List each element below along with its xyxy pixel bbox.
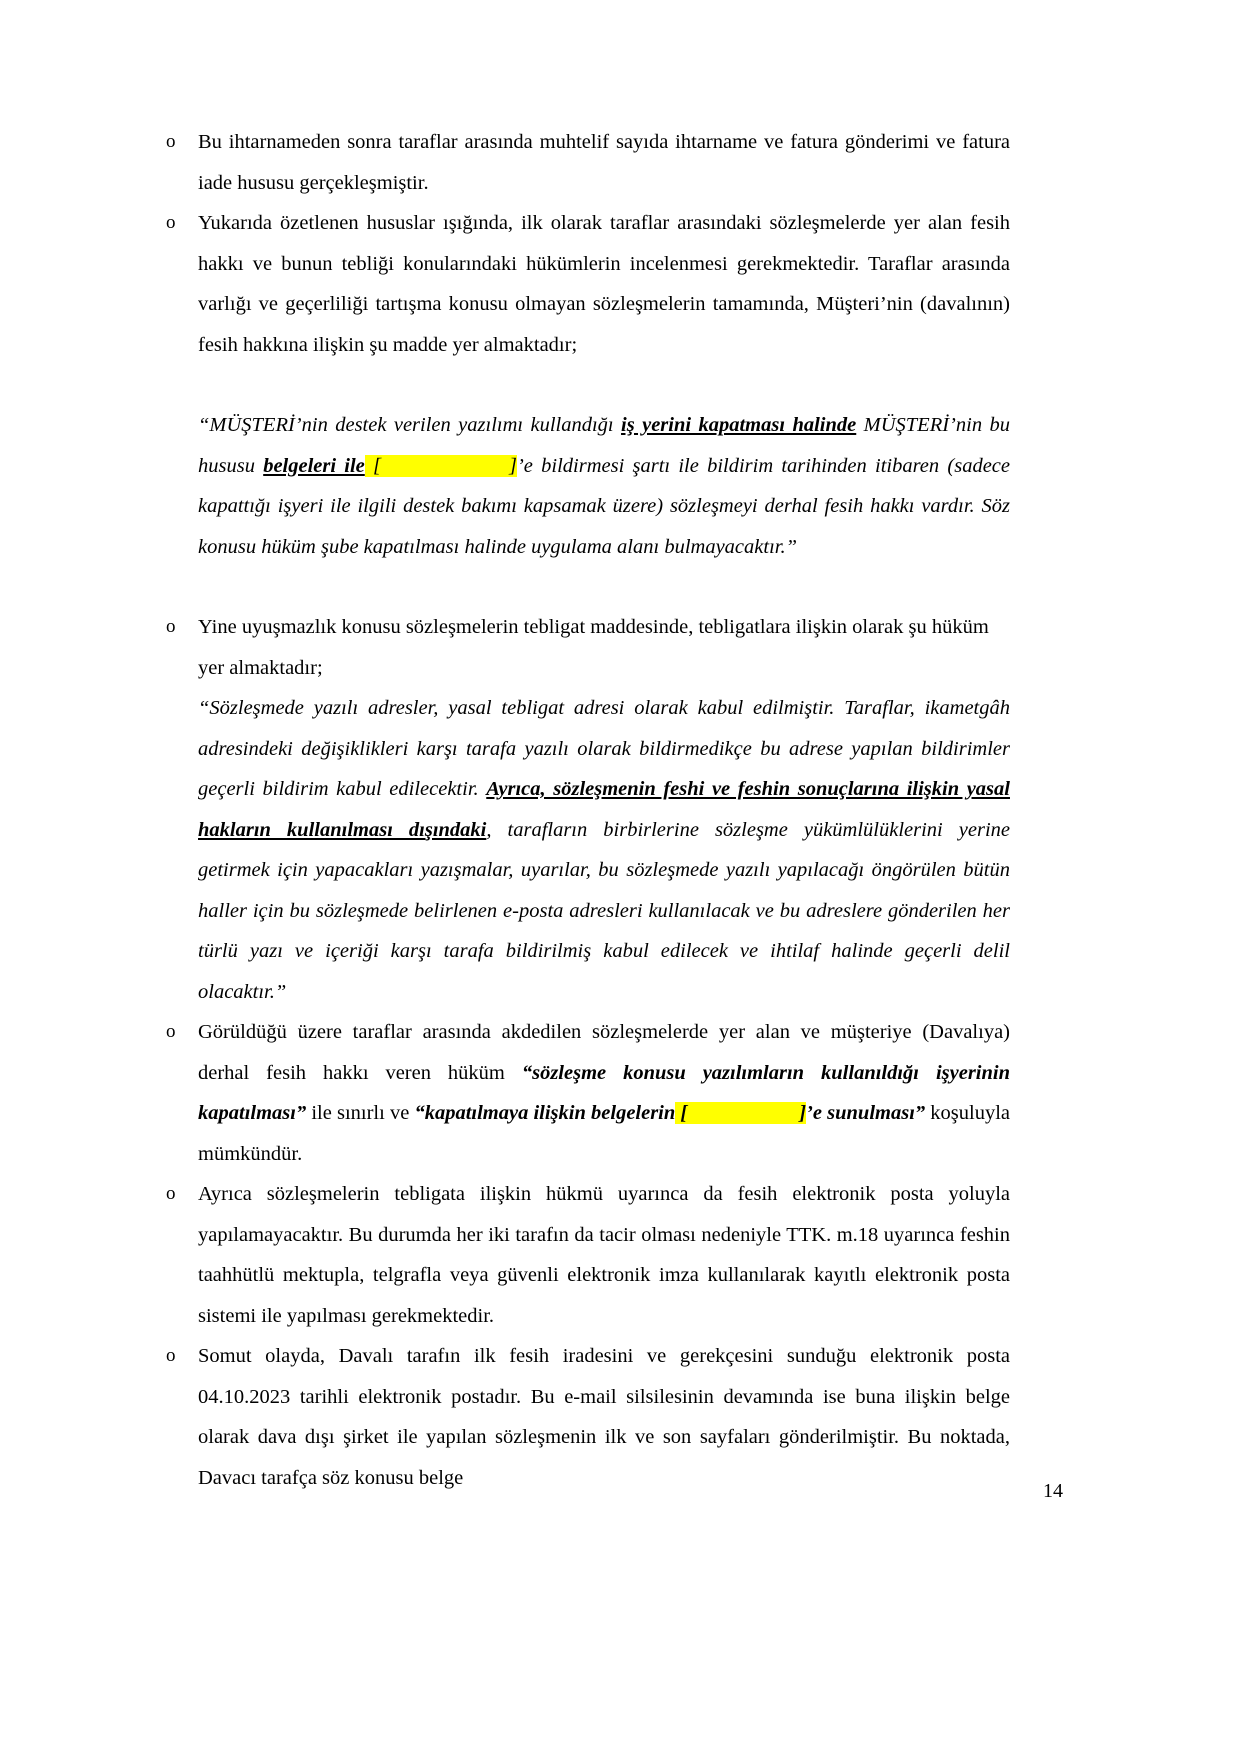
b4-segment-3: ile sınırlı ve xyxy=(306,1102,415,1124)
b3-line-2: olarak şu hüküm yer almaktadır; xyxy=(198,616,989,679)
list-item xyxy=(152,122,1010,203)
quoted-contract-clause-2 xyxy=(198,688,1010,1012)
paragraph-text: Yukarıda özetlenen hususlar ışığında, ilk olarak taraflar arasındaki sözleşmelerde yer alan fesih hakkı ve bunun tebliği konularındaki hükümlerin incelenmesi gerekmektedir. Taraflar arasında varlığı ve geçerliliği tartışma konusu olmayan sözleşmelerin tamamında, Müşteri’nin (davalının) fesih hakkına ilişkin şu madde yer almaktadır; xyxy=(198,212,1010,356)
list-item xyxy=(152,203,1010,365)
quote1-segment-8: ’e bildirmesi şartı ile bildirim tarihinden itibaren (sadece kapattığı işyeri ile ilgili destek bakımı kapsamak üzere) sözleşmeyi derhal fesih hakkı vardır. Söz konusu hüküm şube kapatılması halinde uygulama alanı bulmayacaktır.” xyxy=(198,454,1010,558)
list-item xyxy=(152,1174,1010,1336)
quote2-segment-3: , tarafların birbirlerine sözleşme yükümlülüklerini yerine getirmek için yapacakları yazışmalar, uyarılar, bu sözleşmede yazılı yapılacağı öngörülen bütün haller için bu sözleşmede belirlenen e-posta adresleri kullanılacak ve bu adreslere gönderilen her türlü yazı ve içeriği karşı tarafa bildirilmiş kabul edilecek ve ihtilaf halinde geçerli delil olacaktır.” xyxy=(198,818,1010,1003)
bracket-close: ] xyxy=(799,1102,807,1124)
redaction-highlight-1 xyxy=(365,455,517,477)
quote1-segment-1: “MÜŞTERİ’nin destek verilen yazılımı kullandığı xyxy=(198,414,622,436)
redaction-highlight-2 xyxy=(675,1102,806,1124)
bullet-marker: o xyxy=(166,1183,176,1204)
bullet-list-2 xyxy=(152,607,1010,1498)
paragraph-text xyxy=(198,1012,1010,1174)
bullet-list xyxy=(152,122,1010,365)
quote2-emphasis-1: Ayrıca, sözleşmenin feshi ve feshin sonuçlarına ilişkin yasal hakların kullanılması dışındaki xyxy=(198,778,1010,841)
bracket-open: [ xyxy=(364,454,381,477)
quoted-contract-clause-1 xyxy=(152,405,1010,567)
quote1-emphasis-2: belgeleri ile xyxy=(263,454,365,477)
bracket-close: ] xyxy=(509,454,517,477)
b4-emphasis-2: “kapatılmaya ilişkin belgelerin xyxy=(414,1102,676,1124)
page-number: 14 xyxy=(1043,1480,1063,1502)
quote1-segment-3: MÜŞTERİ’nin bu hususu xyxy=(198,414,1010,477)
b3-line-1: Yine uyuşmazlık konusu sözleşmelerin tebligat maddesinde, tebligatlara ilişkin xyxy=(198,616,848,638)
b4-emphasis-1: “sözleşme konusu yazılımların kullanıldığı işyerinin kapatılması” xyxy=(198,1061,1010,1124)
paragraph-text: Bu ihtarnameden sonra taraflar arasında muhtelif sayıda ihtarname ve fatura gönderimi ve fatura iade hususu gerçekleşmiştir. xyxy=(198,131,1010,194)
paragraph-text: Ayrıca sözleşmelerin tebligata ilişkin hükmü uyarınca da fesih elektronik posta yoluyla yapılamayacaktır. Bu durumda her iki tarafın da tacir olması nedeniyle TTK. m.18 uyarınca feshin taahhütlü mektupla, telgrafla veya güvenli elektronik imza kullanılarak kayıtlı elektronik posta sistemi ile yapılması gerekmektedir. xyxy=(198,1183,1010,1327)
bullet-marker: o xyxy=(166,1345,176,1366)
list-item xyxy=(152,1012,1010,1174)
b4-emphasis-3: ’e sunulması” xyxy=(806,1102,926,1124)
list-item xyxy=(152,607,1010,1012)
quote1-emphasis-1: iş yerini kapatması halinde xyxy=(621,414,857,436)
page-content xyxy=(152,122,1010,1498)
bullet-marker: o xyxy=(166,131,176,152)
quote2-segment-1: “Sözleşmede yazılı adresler, yasal tebligat adresi olarak kabul edilmiştir. Taraflar, ikametgâh adresindeki değişiklikleri karşı tarafa yazılı olarak bildirmedikçe bu adrese yapılan bildirimler geçerli bildirim kabul edilecektir. xyxy=(198,697,1010,800)
bracket-open: [ xyxy=(675,1102,688,1124)
list-item xyxy=(152,1336,1010,1498)
bullet-marker: o xyxy=(166,1021,176,1042)
paragraph-text xyxy=(198,607,1010,688)
paragraph-text: Somut olayda, Davalı tarafın ilk fesih iradesini ve gerekçesini sunduğu elektronik posta 04.10.2023 tarihli elektronik postadır. Bu e-mail silsilesinin devamında ise buna ilişkin belge olarak dava dışı şirket ile yapılan sözleşmenin ilk ve son sayfaları gönderilmiştir. Bu noktada, Davacı tarafça söz konusu belge xyxy=(198,1345,1010,1489)
bullet-marker: o xyxy=(166,212,176,233)
b4-segment-1: Görüldüğü üzere taraflar arasında akdedilen sözleşmelerde yer alan ve müşteriye (Davalıya) derhal fesih hakkı veren hüküm xyxy=(198,1021,1010,1084)
b4-segment-9: koşuluyla mümkündür. xyxy=(198,1102,1011,1165)
paragraph-spacer xyxy=(152,567,1010,607)
bullet-marker: o xyxy=(166,616,176,637)
paragraph-spacer xyxy=(152,365,1010,405)
